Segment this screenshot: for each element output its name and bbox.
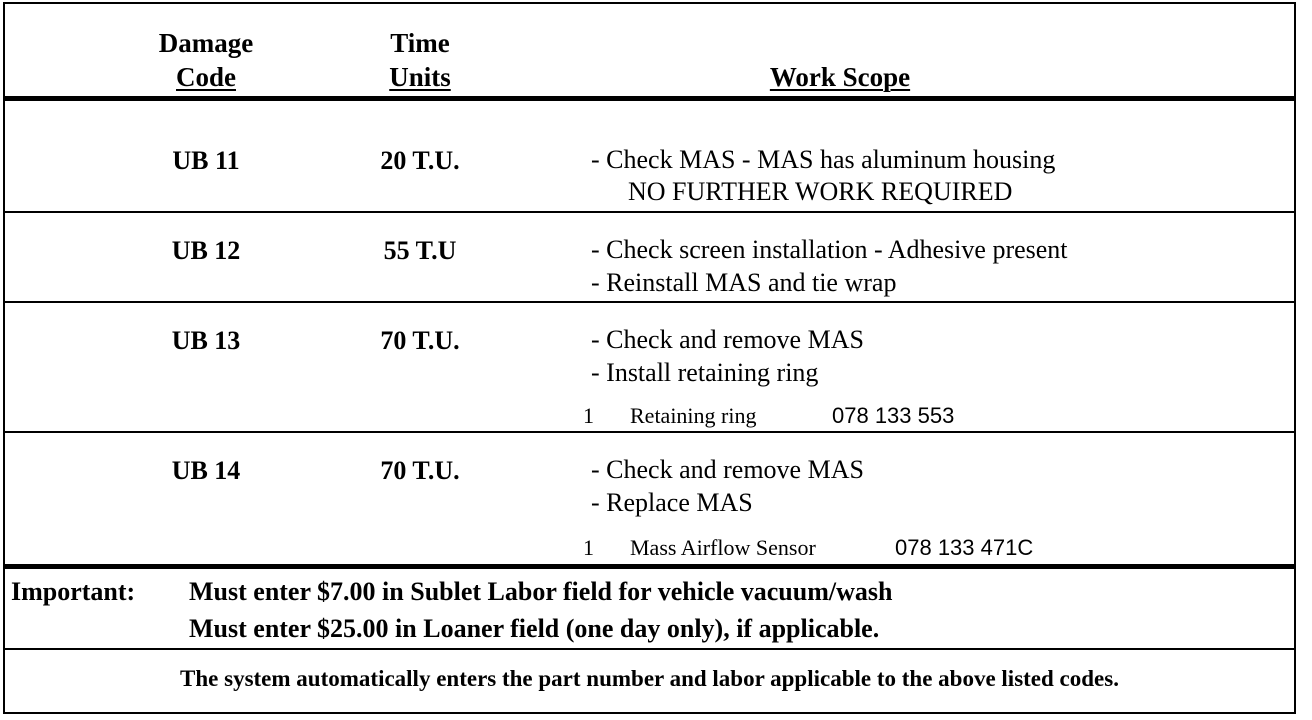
time-units-header-line2: Units — [389, 62, 451, 92]
important-line2: Must enter $25.00 in Loaner field (one day only), if applicable. — [189, 614, 880, 643]
row-ub14-scope-line2: - Replace MAS — [591, 488, 753, 517]
damage-code-header — [131, 26, 281, 94]
row-ub14-part-qty: 1 — [583, 535, 594, 560]
footer-note: The system automatically enters the part number and labor applicable to the above listed codes. — [180, 666, 1119, 691]
row-ub12-scope-line1: - Check screen installation - Adhesive present — [591, 235, 1068, 264]
row-ub13-code: UB 13 — [171, 326, 241, 355]
important-line1: Must enter $7.00 in Sublet Labor field for vehicle vacuum/wash — [189, 577, 893, 606]
row-ub12-scope-line2: - Reinstall MAS and tie wrap — [591, 268, 897, 297]
row-ub13-part-number: 078 133 553 — [832, 403, 955, 428]
row-ub14-part-name: Mass Airflow Sensor — [630, 535, 816, 560]
row-ub11-code: UB 11 — [172, 146, 240, 175]
time-units-header — [360, 26, 480, 94]
footer-divider — [5, 648, 1294, 650]
row-ub14-time: 70 T.U. — [380, 456, 460, 485]
row-divider — [5, 301, 1294, 303]
row-ub13-scope-line2: - Install retaining ring — [591, 358, 819, 387]
row-ub14-part-number: 078 133 471C — [895, 535, 1034, 560]
work-scope-header: Work Scope — [769, 62, 911, 92]
header-divider — [5, 96, 1294, 101]
row-ub13-scope-line1: - Check and remove MAS — [591, 325, 864, 354]
damage-code-header-line1: Damage — [158, 28, 254, 58]
row-ub12-code: UB 12 — [171, 236, 241, 265]
time-units-header-line1: Time — [390, 28, 450, 58]
row-ub13-part-qty: 1 — [583, 403, 594, 428]
row-divider — [5, 211, 1294, 213]
row-ub11-scope-line1: - Check MAS - MAS has aluminum housing — [591, 145, 1056, 174]
row-ub11-scope-line2: NO FURTHER WORK REQUIRED — [628, 177, 1013, 206]
row-ub13-part-name: Retaining ring — [630, 403, 757, 428]
row-ub14-scope-line1: - Check and remove MAS — [591, 455, 864, 484]
row-ub13-time: 70 T.U. — [380, 326, 460, 355]
damage-code-table — [3, 2, 1296, 714]
row-divider — [5, 431, 1294, 433]
row-ub14-code: UB 14 — [171, 456, 241, 485]
row-ub11-time: 20 T.U. — [380, 146, 460, 175]
important-label: Important: — [11, 577, 136, 606]
table-bottom-divider — [5, 564, 1294, 569]
row-ub12-time: 55 T.U — [383, 236, 457, 265]
damage-code-header-line2: Code — [176, 62, 236, 92]
